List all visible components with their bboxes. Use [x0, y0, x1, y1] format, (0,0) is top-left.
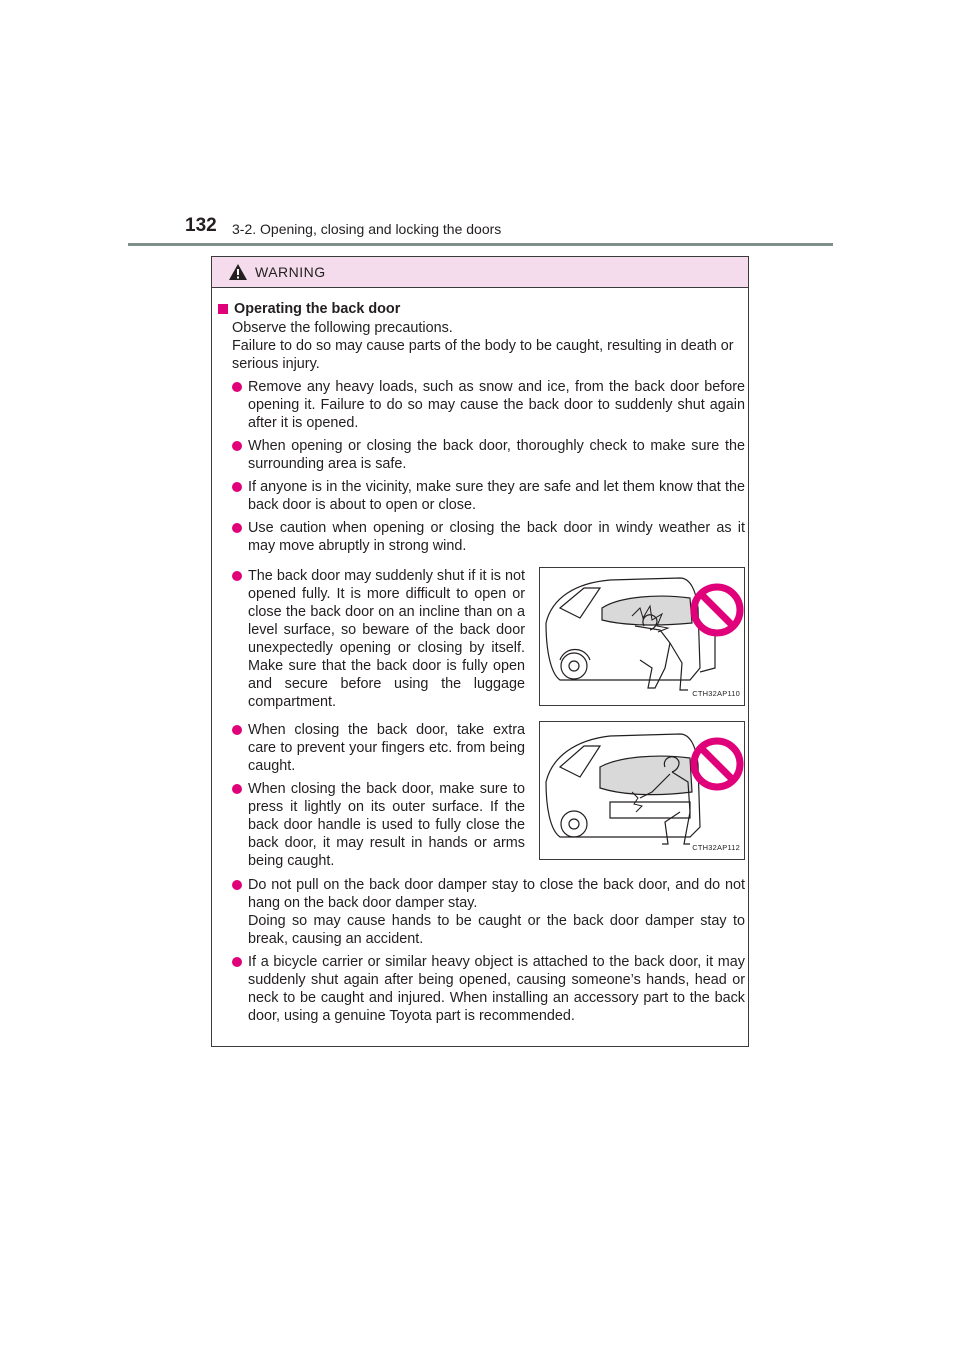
warning-triangle-icon [228, 263, 248, 281]
bullet-item: When closing the back door, take extra care to prevent your fingers etc. from being caught. [218, 721, 525, 775]
bullet-item: If anyone is in the vicinity, make sure they are safe and let them know that the back door is about to open or close. [218, 478, 745, 514]
prohibited-icon [694, 587, 740, 633]
square-bullet-icon [218, 304, 228, 314]
bullet-dot-icon [232, 382, 242, 392]
warning-header [212, 257, 748, 288]
figure-2-illustration [539, 721, 745, 860]
figure-code: CTH32AP112 [692, 843, 740, 852]
bullet-dot-icon [232, 880, 242, 890]
header-rule [128, 243, 833, 246]
bullet-dot-icon [232, 725, 242, 735]
warning-box [211, 256, 749, 1047]
figure-1-illustration [539, 567, 745, 706]
bullet-dot-icon [232, 482, 242, 492]
figure-row-1 [218, 567, 745, 711]
bullet-item: Use caution when opening or closing the back door in windy weather as it may move abruptly in strong wind. [218, 519, 745, 555]
bullet-item: If a bicycle carrier or similar heavy object is attached to the back door, it may suddenly shut again after being opened, causing someone’s hands, head or neck to be caught and injured. When installing an accessory part to the back door, using a genuine Toyota part is recommended. [218, 953, 745, 1025]
figure-1-text [218, 567, 525, 711]
intro-line: Failure to do so may cause parts of the body to be caught, resulting in death or serious injury. [232, 338, 734, 372]
page-number: 132 [185, 215, 217, 236]
bullet-item: The back door may suddenly shut if it is not opened fully. It is more difficult to open or close the back door on an incline than on a level surface, so beware of the back door unexpectedly opening or closing by itself. Make sure that the back door is fully open and secure before using the luggage compartment. [218, 567, 525, 711]
bullet-dot-icon [232, 571, 242, 581]
bullet-item: When opening or closing the back door, thoroughly check to make sure the surrounding area is safe. [218, 437, 745, 473]
figure-code: CTH32AP110 [692, 689, 740, 698]
figure-2-text [218, 721, 525, 870]
bullet-item: Do not pull on the back door damper stay to close the back door, and do not hang on the back door damper stay. Doing so may cause hands to be caught or the back door damper stay to break, causing an accident. [218, 876, 745, 948]
prohibited-icon [694, 741, 740, 787]
warning-label: WARNING [255, 264, 326, 280]
subheading-text: Operating the back door [234, 301, 401, 317]
bullet-item: When closing the back door, make sure to press it lightly on its outer surface. If the back door handle is used to fully close the back door, it may result in hands or arms being caught. [218, 780, 525, 870]
bullet-dot-icon [232, 441, 242, 451]
bullet-dot-icon [232, 784, 242, 794]
bullet-item: Remove any heavy loads, such as snow and ice, from the back door before opening it. Failure to do so may cause the back door to suddenly shut again after it is opened. [218, 378, 745, 432]
bullet-dot-icon [232, 957, 242, 967]
subheading [218, 300, 745, 318]
intro-line: Observe the following precautions. [232, 320, 453, 336]
section-title: 3-2. Opening, closing and locking the doors [232, 221, 502, 237]
bullet-dot-icon [232, 523, 242, 533]
warning-content [218, 300, 745, 1025]
figure-row-2 [218, 721, 745, 870]
